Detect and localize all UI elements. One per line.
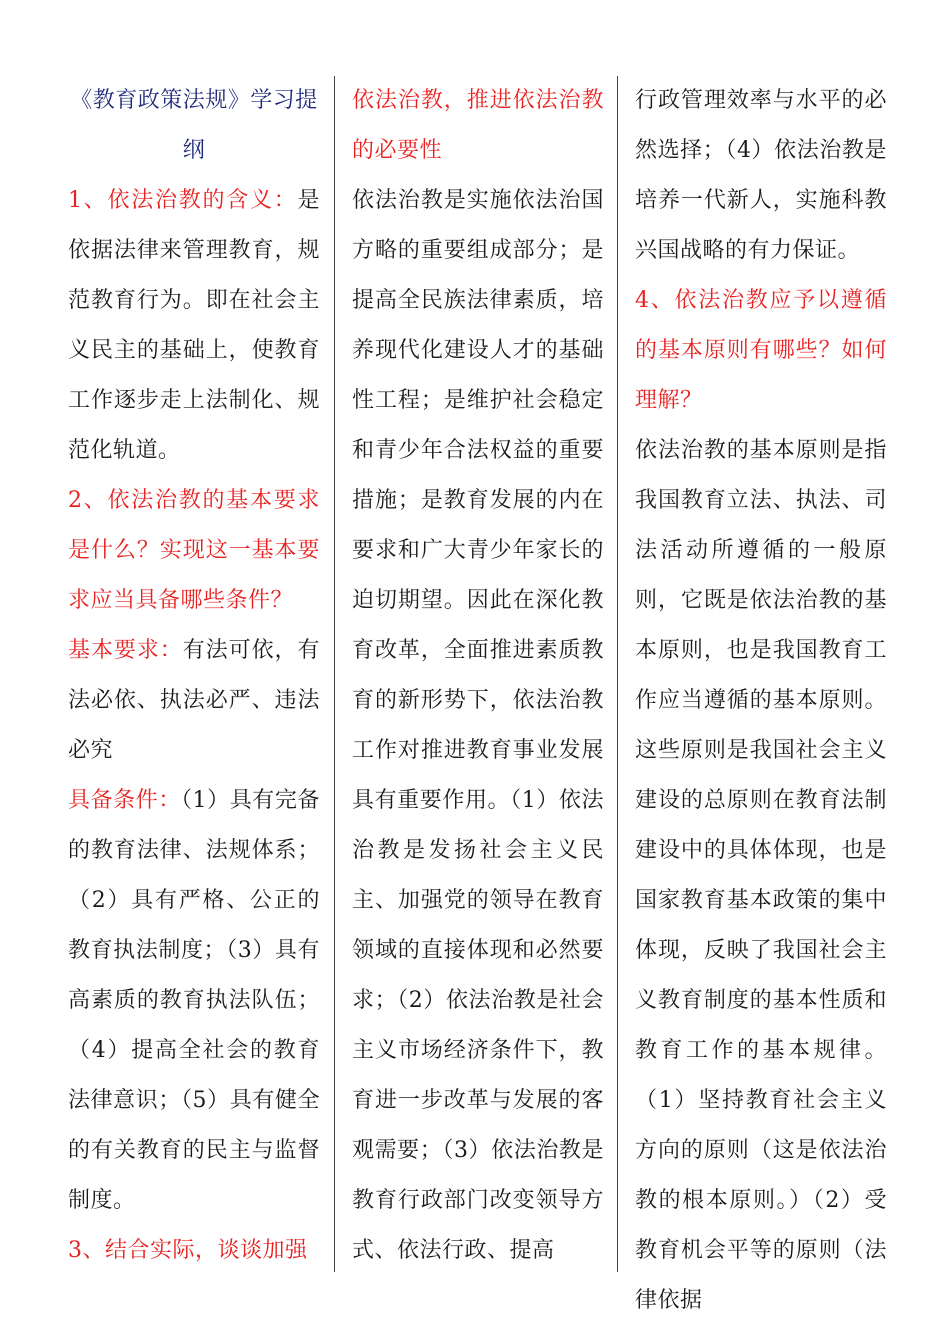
requirements-paragraph (68, 626, 320, 776)
q1-heading: 1、依法治教的含义： (68, 188, 298, 213)
conditions-body: （1）具有完备的教育法律、法规体系；（2）具有严格、公正的教育执法制度；（3）具有高素质的教育执法队伍；（4）提高全社会的教育法律意识；（5）具有健全的有关教育的民主与监督制度。 (68, 788, 320, 1213)
q2-heading: 2、依法治教的基本要求是什么？实现这一基本要求应当具备哪些条件？ (68, 488, 320, 613)
column-divider-left (334, 76, 335, 1272)
q3-heading-start: 3、结合实际，谈谈加强 (68, 1238, 308, 1263)
column-middle (352, 76, 604, 1276)
q3-heading-end: 依法治教，推进依法治教的必要性 (352, 88, 604, 163)
q1-paragraph (68, 176, 320, 476)
column-right (635, 76, 887, 1326)
q4-heading: 4、依法治教应予以遵循的基本原则有哪些？如何理解？ (635, 288, 887, 413)
q3-body-end: 行政管理效率与水平的必然选择；（4）依法治教是培养一代新人，实施科教兴国战略的有力保证。 (635, 88, 887, 263)
document-title: 《教育政策法规》学习提纲 (70, 88, 318, 163)
requirements-label: 基本要求： (68, 638, 183, 663)
column-divider-right (617, 76, 618, 1272)
q4-body: 依法治教的基本原则是指我国教育立法、执法、司法活动所遵循的一般原则，它既是依法治教的基本原则，也是我国教育工作应当遵循的基本原则。这些原则是我国社会主义建设的总原则在教育法制建设中的具体体现，也是国家教育基本政策的集中体现，反映了我国社会主义教育制度的基本性质和教育工作的基本规律。（1）坚持教育社会主义方向的原则（这是依法治教的根本原则。）（2）受教育机会平等的原则（法律依据 (635, 438, 887, 1313)
q1-body: 是依据法律来管理教育，规范教育行为。即在社会主义民主的基础上，使教育工作逐步走上法制化、规范化轨道。 (68, 188, 320, 463)
conditions-paragraph (68, 776, 320, 1226)
requirements-body: 有法可依，有法必依、执法必严、违法必究 (68, 638, 320, 763)
q3-body: 依法治教是实施依法治国方略的重要组成部分；是提高全民族法律素质，培养现代化建设人才的基础性工程；是维护社会稳定和青少年合法权益的重要措施；是教育发展的内在要求和广大青少年家长的迫切期望。因此在深化教育改革，全面推进素质教育的新形势下，依法治教工作对推进教育事业发展具有重要作用。（1）依法治教是发扬社会主义民主、加强党的领导在教育领域的直接体现和必然要求；（2）依法治教是社会主义市场经济条件下，教育进一步改革与发展的客观需要；（3）依法治教是教育行政部门改变领导方式、依法行政、提高 (352, 188, 604, 1263)
column-left (68, 76, 320, 1276)
conditions-label: 具备条件： (68, 788, 181, 813)
